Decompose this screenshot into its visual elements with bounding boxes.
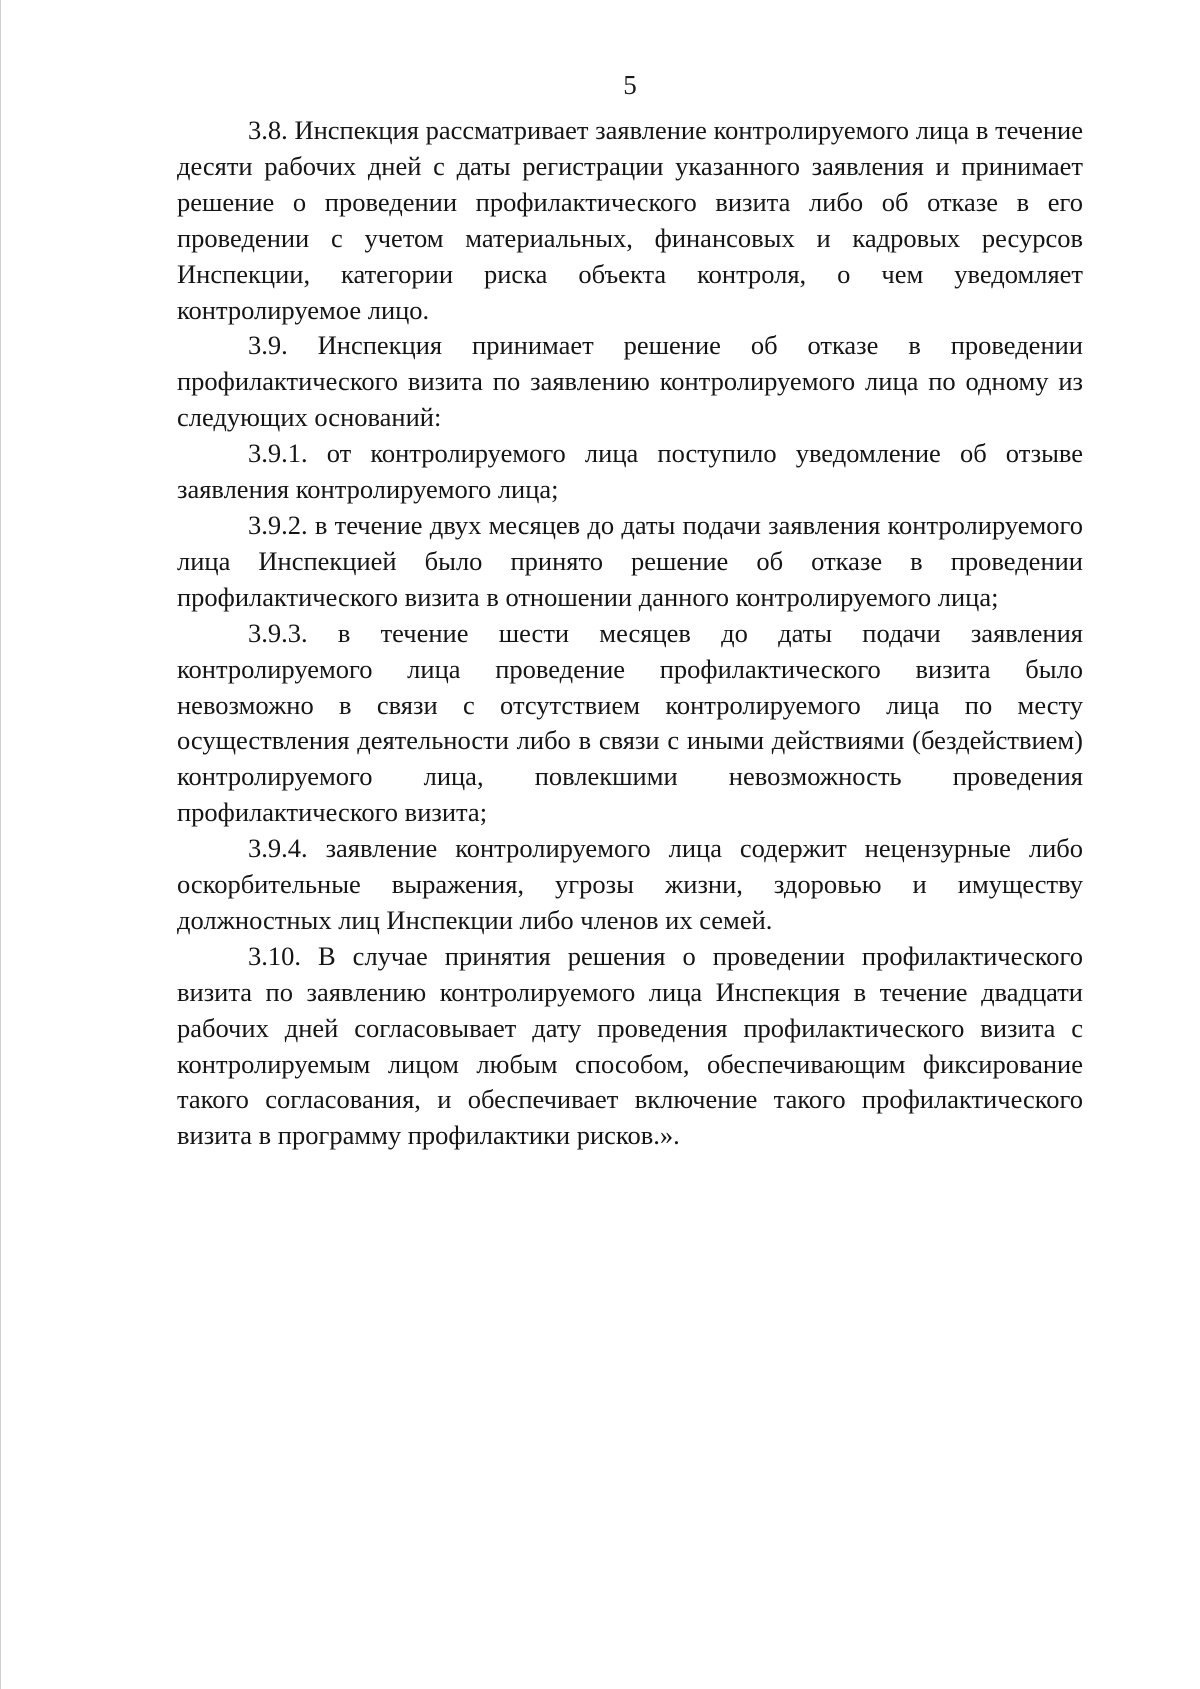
page-number: 5 (623, 70, 637, 100)
paragraph-3-9-4: 3.9.4. заявление контролируемого лица содержит нецензурные либо оскорбительные выражения, угрозы жизни, здоровью и имуществу должностных лиц Инспекции либо членов их семей. (177, 833, 1083, 935)
paragraph-3-9-1: 3.9.1. от контролируемого лица поступило уведомление об отзыве заявления контролируемого лица; (177, 438, 1083, 505)
paragraph-3-8: 3.8. Инспекция рассматривает заявление контролируемого лица в течение десяти рабочих дней с даты регистрации указанного заявления и принимает решение о проведении профилактического визита либо об отказе в его проведении с учетом материальных, финансовых и кадровых ресурсов Инспекции, категории риска объекта контроля, о чем уведомляет контролируемое лицо. (177, 115, 1083, 325)
paragraph-3-9: 3.9. Инспекция принимает решение об отказе в проведении профилактического визита по заявлению контролируемого лица по одному из следующих оснований: (177, 330, 1083, 433)
paragraph-3-9-2: 3.9.2. в течение двух месяцев до даты подачи заявления контролируемого лица Инспекцией было принято решение об отказе в проведении профилактического визита в отношении данного контролируемого лица; (177, 509, 1083, 612)
document-body (177, 113, 1083, 1154)
paragraph-3-9-3: 3.9.3. в течение шести месяцев до даты подачи заявления контролируемого лица проведение профилактического визита было невозможно в связи с отсутствием контролируемого лица по месту осуществления деятельности либо в связи с иными действиями (бездействием) контролируемого лица, повлекшими невозможность проведения профилактического визита; (177, 617, 1083, 828)
paragraph-3-10: 3.10. В случае принятия решения о проведении профилактического визита по заявлению контролируемого лица Инспекция в течение двадцати рабочих дней согласовывает дату проведения профилактического визита с контролируемым лицом любым способом, обеспечивающим фиксирование такого согласования, и обеспечивает включение такого профилактического визита в программу профилактики рисков.». (177, 940, 1083, 1151)
